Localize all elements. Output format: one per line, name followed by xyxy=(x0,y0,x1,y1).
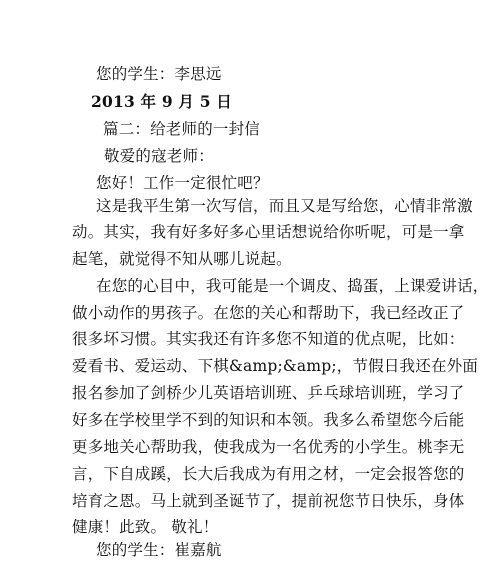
paragraph-line: 爱看书、爱运动、下棋&amp;&amp;，节假日我还在外面 xyxy=(72,357,479,375)
paragraph-line: 报名参加了剑桥少儿英语培训班、乒乓球培训班，学习了 xyxy=(72,384,465,402)
closing-line: 健康！此致。 敬礼！ xyxy=(72,518,219,536)
section-heading: 篇二：给老师的一封信 xyxy=(103,120,261,138)
paragraph-line: 言，下自成蹊，长大后我成为有用之材，一定会报答您的 xyxy=(72,465,465,483)
signature-line-1: 您的学生：李思远 xyxy=(96,65,222,83)
paragraph-line: 这是我平生第一次写信，而且又是写给您，心情非常激 xyxy=(96,197,473,215)
paragraph-line: 动。其实，我有好多好多心里话想说给你听呢，可是一拿 xyxy=(72,223,465,241)
paragraph-line: 做小动作的男孩子。在您的关心和帮助下，我已经改正了 xyxy=(72,304,465,322)
paragraph-line: 很多坏习惯。其实我还有许多您不知道的优点呢，比如： xyxy=(72,330,465,348)
salutation: 敬爱的寇老师： xyxy=(104,147,214,165)
signature-line-2: 您的学生：崔嘉航 xyxy=(96,541,222,559)
greeting-line: 您好！工作一定很忙吧？ xyxy=(96,174,269,192)
paragraph-line: 更多地关心帮助我，使我成为一名优秀的小学生。桃李无 xyxy=(72,438,465,456)
paragraph-line: 好多在学校里学不到的知识和本领。我多么希望您今后能 xyxy=(72,411,465,429)
paragraph-line: 起笔，就觉得不知从哪儿说起。 xyxy=(72,250,292,268)
paragraph-line: 培育之恩。马上就到圣诞节了，提前祝您节日快乐，身体 xyxy=(72,492,465,510)
date-line: 2013 年 9 月 5 日 xyxy=(91,92,232,111)
paragraph-line: 在您的心目中，我可能是一个调皮、捣蛋，上课爱讲话， xyxy=(96,277,489,295)
